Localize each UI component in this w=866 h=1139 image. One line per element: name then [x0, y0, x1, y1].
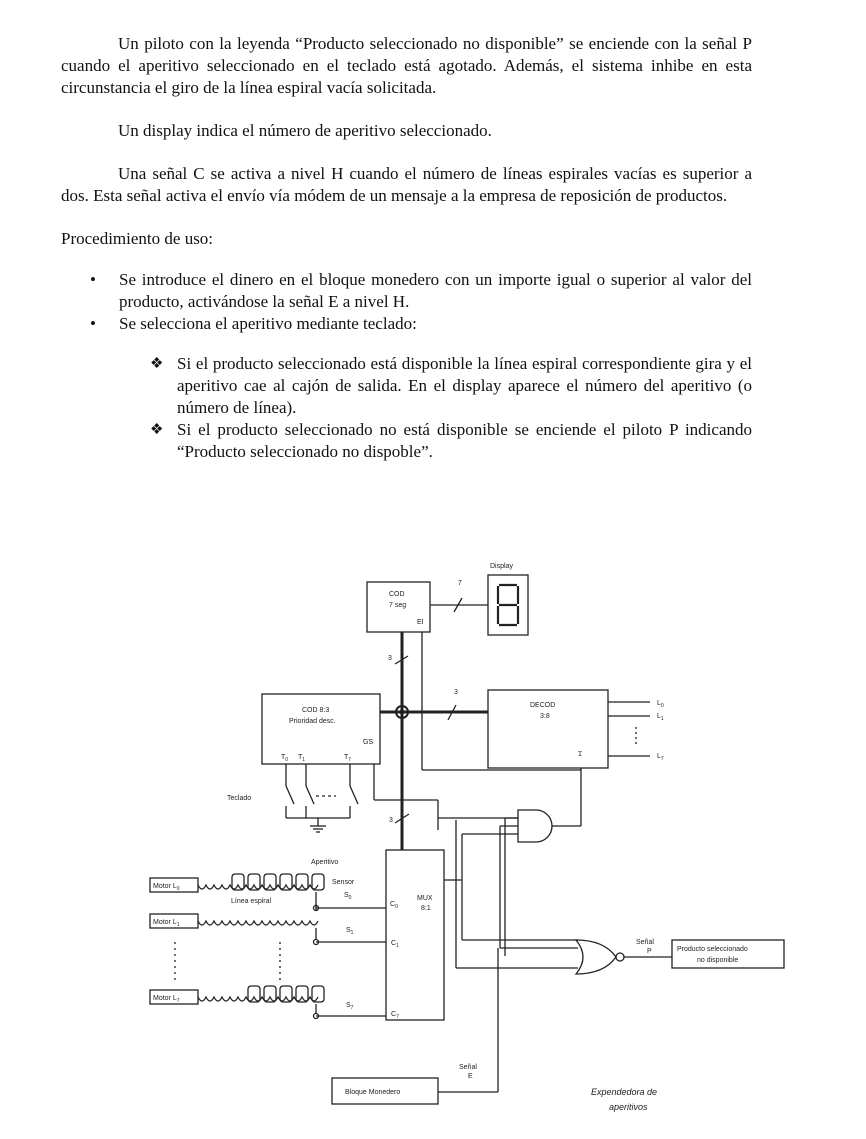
bullet-text: Se selecciona el aperitivo mediante teclado: — [119, 314, 417, 333]
subbullet-text: Si el producto seleccionado está disponible la línea espiral correspondiente gira y el aperitivo cae al cajón de salida. En el display aparece el número del aperitivo (o número de línea). — [177, 354, 752, 417]
nor-bubble — [616, 953, 624, 961]
motor-l1-label: Motor $L_1$ — [153, 919, 180, 928]
decod-label-2: 3:8 — [540, 713, 550, 720]
s7-label: $S_7$ — [346, 1002, 354, 1011]
teclado-label: Teclado — [227, 795, 252, 802]
s1-label: $S_1$ — [346, 927, 354, 936]
motor-l7-label: Motor $L_7$ — [153, 995, 180, 1004]
diamond-bullet-icon: ❖ — [150, 422, 164, 438]
piloto-label-2: no disponible — [697, 957, 739, 964]
paragraph-piloto: Un piloto con la leyenda “Producto seleccionado no disponible” se enciende con la señal P cuando el aperitivo seleccionado en el teclado está agotado. Además, el sistema inhibe en esta circunstancia el giro de la línea espiral vacía solicitada. — [61, 34, 752, 97]
cod7-ei-label: EI — [417, 619, 424, 626]
bus-3-right-label: 3 — [454, 689, 458, 696]
spiral-line-l0 — [198, 885, 318, 889]
out-l1-label: $L_1$ — [657, 713, 664, 722]
paragraph-procedimiento: Procedimiento de uso: — [61, 229, 214, 248]
subbullet-text: Si el producto seleccionado no está disponible se enciende el piloto P indicando “Producto seleccionado no dispoble”. — [177, 420, 752, 461]
c7-label: $C_7$ — [391, 1011, 399, 1020]
bus-3-bottom-label: 3 — [389, 817, 393, 824]
monedero-label: Bloque Monedero — [345, 1089, 401, 1096]
senal-e-label-2: E — [468, 1073, 473, 1080]
bus-7-label: 7 — [458, 580, 462, 587]
segment-digit-icon — [498, 585, 518, 625]
bullet-glyph: • — [90, 314, 96, 333]
cod83-gs-label: GS — [363, 739, 374, 746]
senal-e-label-1: Señal — [459, 1064, 477, 1071]
aperitivo-packages — [232, 874, 324, 1002]
cod-8-3-block — [262, 694, 380, 764]
bus-3-top-label: 3 — [388, 655, 392, 662]
decod-enable-label: 1 — [578, 751, 582, 758]
sensor-label: Sensor — [332, 879, 355, 886]
diamond-bullet-icon: ❖ — [150, 356, 164, 372]
mux-label-1: MUX — [417, 895, 433, 902]
senal-p-label-1: Señal — [636, 939, 654, 946]
spiral-line-l7 — [198, 997, 318, 1001]
paragraph-display: Un display indica el número de aperitivo seleccionado. — [118, 121, 492, 140]
decod-label-1: DECOD — [530, 702, 556, 709]
bullet-text: Se introduce el dinero en el bloque monedero con un importe igual o superior al valor del producto, activándose la señal E a nivel H. — [119, 270, 752, 311]
cod7-label-2: 7 seg — [389, 602, 407, 609]
c1-label: $C_1$ — [391, 940, 399, 949]
motor-l0-label: Motor $L_0$ — [153, 883, 180, 892]
mux-8-1-block — [386, 850, 444, 1020]
mux-label-2: 8:1 — [421, 905, 431, 912]
t1-label: $T_1$ — [298, 754, 306, 763]
aperitivo-label: Aperitivo — [311, 859, 339, 866]
t0-label: $T_0$ — [281, 754, 289, 763]
caption-line-1: Expendedora de — [591, 1087, 658, 1097]
caption-line-2: aperitivos — [609, 1102, 648, 1112]
spiral-line-l1 — [198, 921, 318, 925]
senal-p-label-2: P — [647, 948, 652, 955]
t7-label: $T_7$ — [344, 754, 352, 763]
and-gate — [518, 810, 552, 842]
s0-label: $S_0$ — [344, 892, 352, 901]
paragraph-senal-c: Una señal C se activa a nivel H cuando el número de líneas espirales vacías es superior a dos. Esta señal activa el envío vía módem de un mensaje a la empresa de reposición de productos. — [61, 164, 752, 205]
piloto-label-1: Producto seleccionado — [677, 946, 748, 953]
out-l0-label: $L_0$ — [657, 700, 664, 709]
cod83-label-2: Prioridad desc. — [289, 718, 336, 725]
display-label: Display — [490, 563, 513, 570]
cod7-label-1: COD — [389, 591, 405, 598]
cod83-label-1: COD 8:3 — [302, 707, 330, 714]
out-l7-label: $L_7$ — [657, 753, 664, 762]
linea-espiral-label: Línea espiral — [231, 898, 272, 905]
c0-label: $C_0$ — [390, 901, 398, 910]
bullet-glyph: • — [90, 270, 96, 289]
nor-gate — [576, 940, 616, 974]
